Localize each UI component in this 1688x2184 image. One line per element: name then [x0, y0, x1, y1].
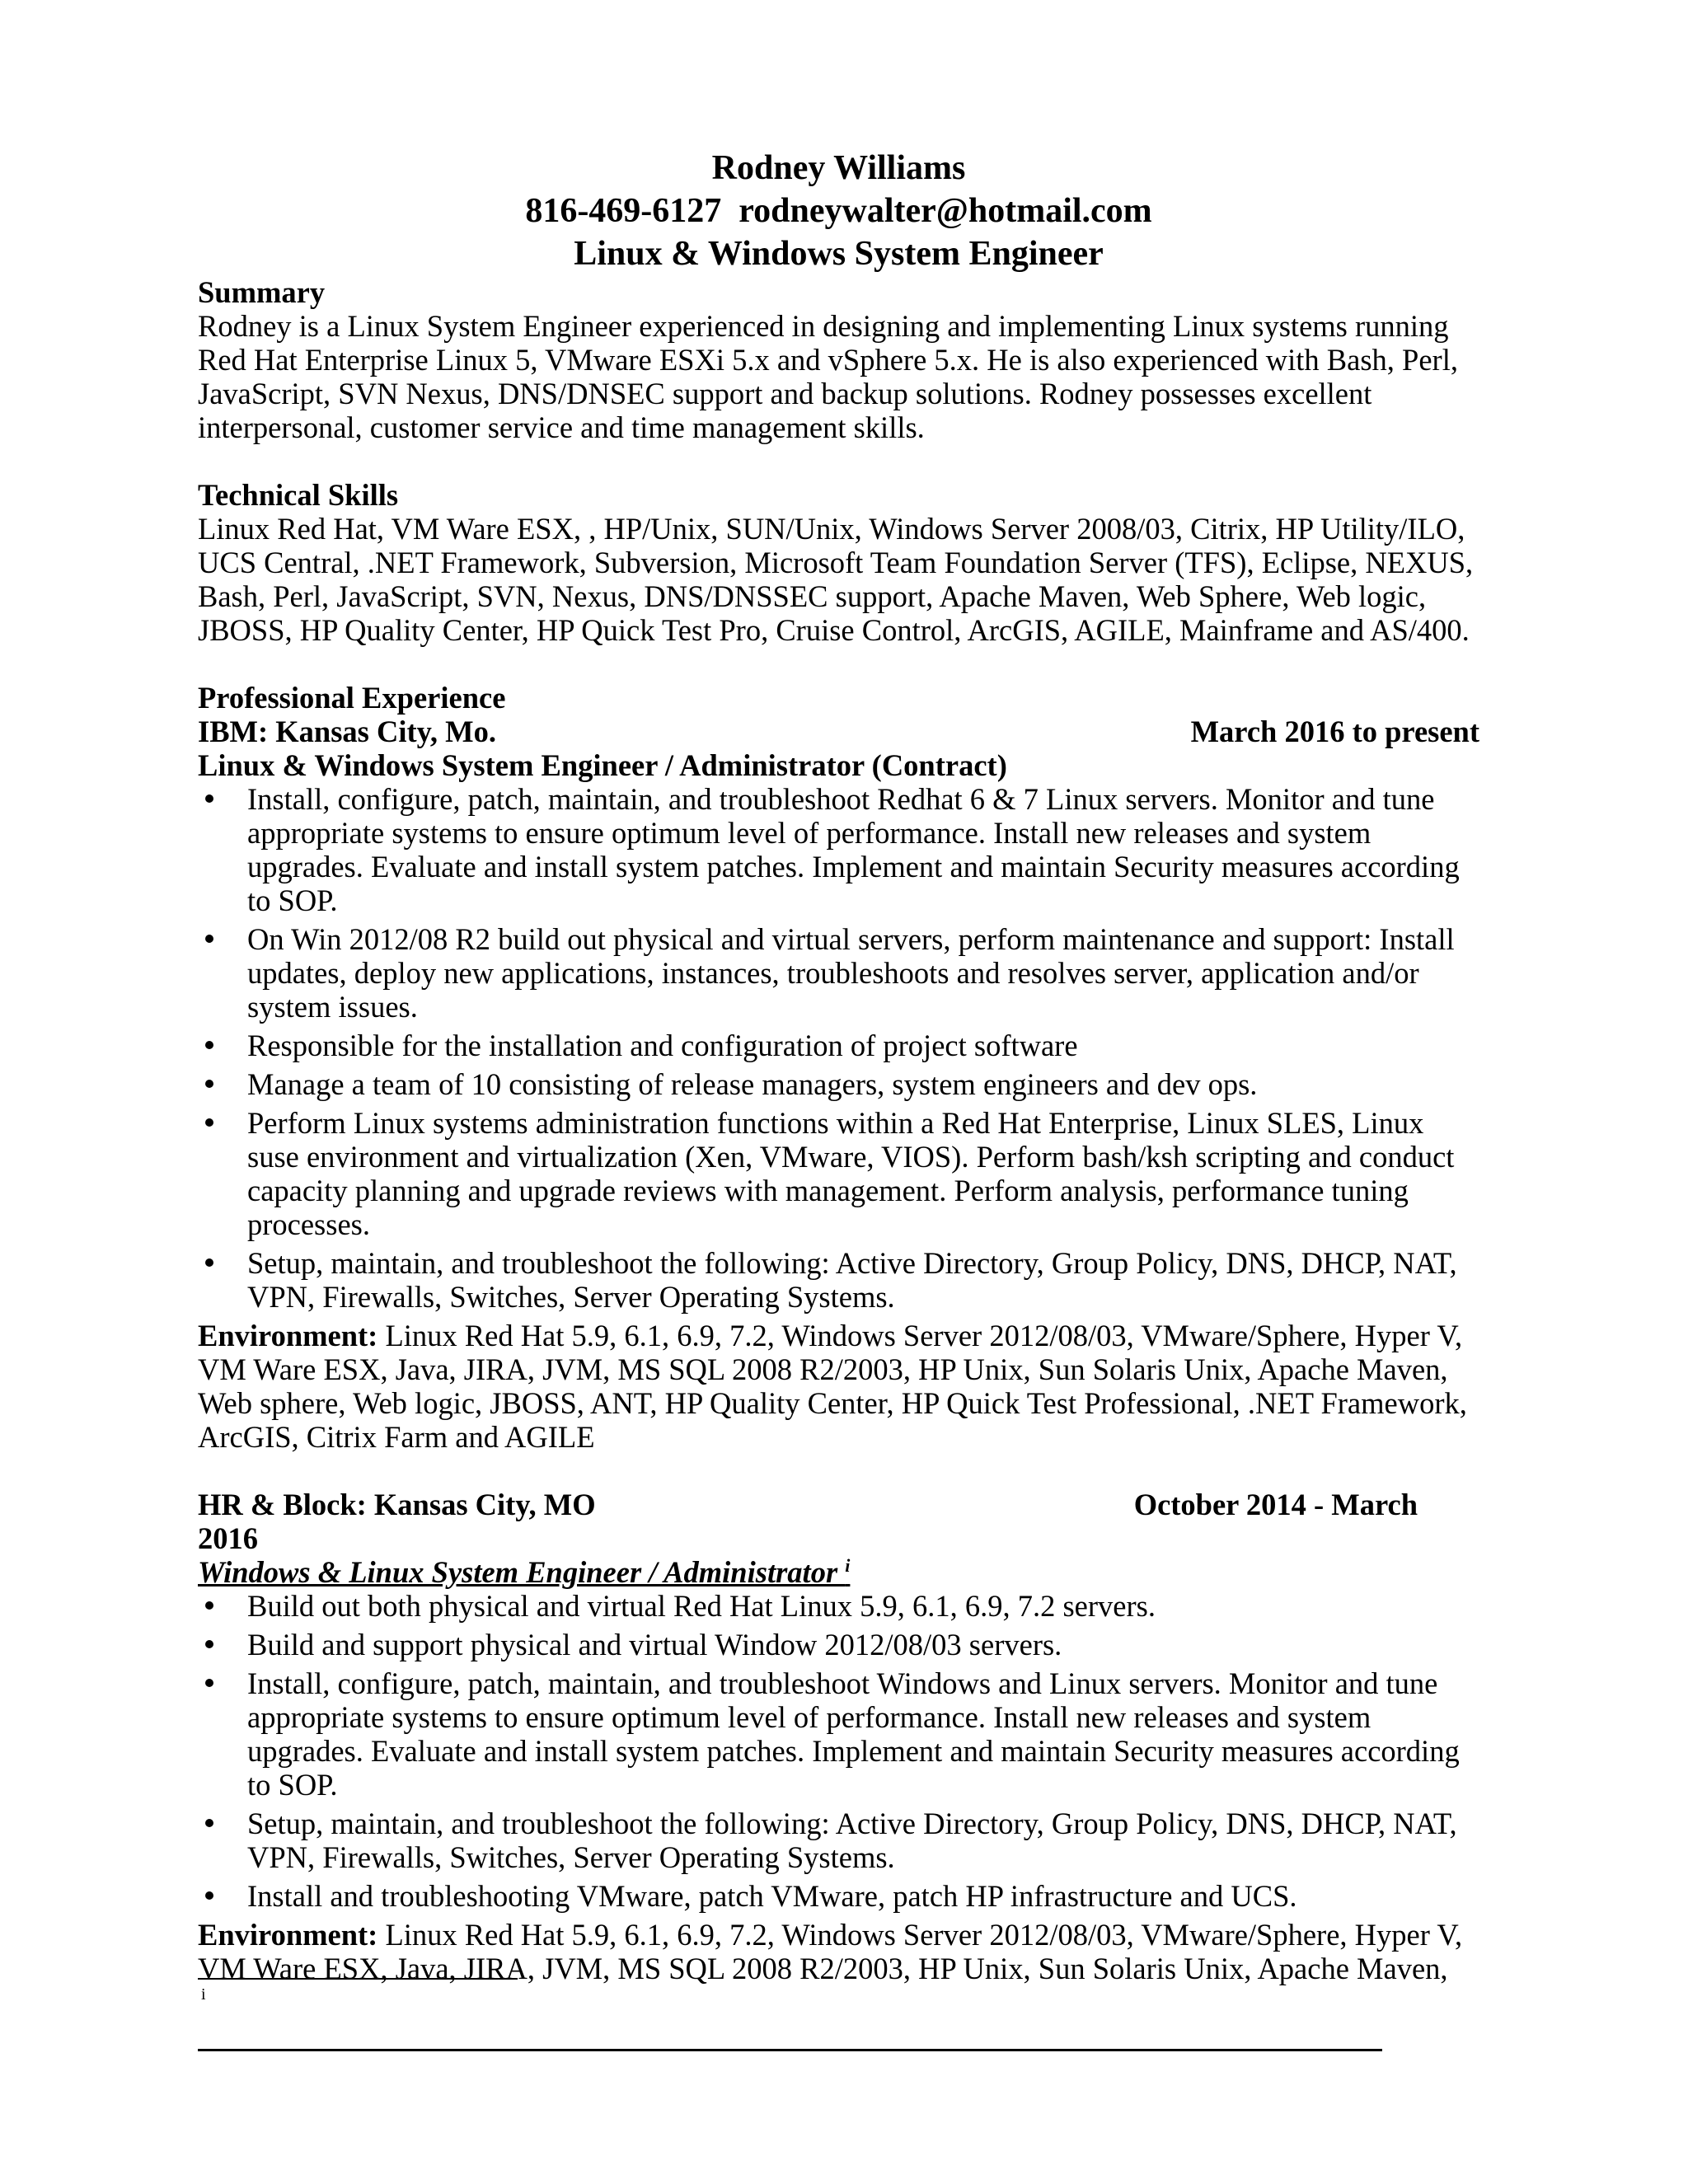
- job-header: [198, 715, 1479, 748]
- list-item: Setup, maintain, and troubleshoot the following: Active Directory, Group Policy, DNS, DHCP, NAT, VPN, Firewalls, Switches, Server Operating Systems.: [198, 1246, 1479, 1314]
- experience-heading: Professional Experience: [198, 681, 506, 715]
- list-item: Manage a team of 10 consisting of release managers, system engineers and dev ops.: [198, 1067, 1479, 1101]
- job-title: Linux & Windows System Engineer / Administrator (Contract): [198, 748, 1007, 782]
- skills-text: Linux Red Hat, VM Ware ESX, , HP/Unix, SUN/Unix, Windows Server 2008/03, Citrix, HP Utility/ILO, UCS Central, .NET Framework, Subversion, Microsoft Team Foundation Server (TFS), Eclipse, NEXUS, Bash, Perl, JavaScript, SVN, Nexus, DNS/DNSSEC support, Apache Maven, Web Sphere, Web logic, JBOSS, HP Quality Center, HP Quick Test Pro, Cruise Control, ArcGIS, AGILE, Mainframe and AS/400.: [198, 512, 1474, 647]
- footnote-marker: i: [201, 1985, 206, 2004]
- job-header: [198, 1488, 1479, 1521]
- candidate-name: Rodney Williams: [711, 149, 966, 187]
- summary-text: Rodney is a Linux System Engineer experienced in designing and implementing Linux systems running Red Hat Enterprise Linux 5, VMware ESXi 5.x and vSphere 5.x. He is also experienced with Bash, Perl, JavaScript, SVN Nexus, DNS/DNSEC support and backup solutions. Rodney possesses excellent interpersonal, customer service and time management skills.: [198, 309, 1458, 444]
- environment-label: Environment:: [198, 1319, 378, 1352]
- job-title: [198, 1555, 1479, 1589]
- summary-section: [198, 275, 1479, 444]
- professional-headline: Linux & Windows System Engineer: [574, 235, 1104, 273]
- footer-divider: [198, 2049, 1382, 2051]
- job-duties-list: [198, 1589, 1479, 1913]
- job-entry-ibm: [198, 715, 1479, 1454]
- experience-section: [198, 681, 1479, 1985]
- footnote-separator: [198, 1978, 518, 1980]
- list-item: Install, configure, patch, maintain, and troubleshoot Redhat 6 & 7 Linux servers. Monitor and tune appropriate systems to ensure optimum level of performance. Install new releases and system upgrades. Evaluate and install system patches. Implement and maintain Security measures according to SOP.: [198, 782, 1479, 917]
- list-item: Install and troubleshooting VMware, patch VMware, patch HP infrastructure and UCS.: [198, 1879, 1479, 1913]
- list-item: Build out both physical and virtual Red Hat Linux 5.9, 6.1, 6.9, 7.2 servers.: [198, 1589, 1479, 1623]
- environment-label: Environment:: [198, 1918, 378, 1952]
- list-item: Build and support physical and virtual Window 2012/08/03 servers.: [198, 1628, 1479, 1661]
- environment-text: Linux Red Hat 5.9, 6.1, 6.9, 7.2, Windows Server 2012/08/03, VMware/Sphere, Hyper V, VM Ware ESX, Java, JIRA, JVM, MS SQL 2008 R2/2003, HP Unix, Sun Solaris Unix, Apache Maven, Web sphere, Web logic, JBOSS, ANT, HP Quality Center, HP Quick Test Professional, .NET Framework, ArcGIS, Citrix Farm and AGILE: [198, 1319, 1467, 1454]
- job-title-text: Windows & Linux System Engineer / Administrator: [198, 1555, 846, 1589]
- job-environment: [198, 1319, 1479, 1454]
- list-item: Perform Linux systems administration functions within a Red Hat Enterprise, Linux SLES, Linux suse environment and virtualization (Xen, VMware, VIOS). Perform bash/ksh scripting and conduct capacity planning and upgrade reviews with management. Perform analysis, performance tuning processes.: [198, 1106, 1479, 1241]
- resume-page: [198, 147, 1479, 1985]
- job-dates: March 2016 to present: [1190, 715, 1479, 748]
- job-environment: [198, 1918, 1479, 1985]
- job-dates-continued: 2016: [198, 1521, 258, 1555]
- job-company: HR & Block: Kansas City, MO: [198, 1488, 596, 1521]
- skills-heading: Technical Skills: [198, 478, 399, 512]
- footnote-reference[interactable]: i: [845, 1554, 851, 1576]
- summary-heading: Summary: [198, 275, 326, 309]
- list-item: On Win 2012/08 R2 build out physical and virtual servers, perform maintenance and support: Install updates, deploy new applications, instances, troubleshoots and resolves server, application and/or system issues.: [198, 922, 1479, 1024]
- job-company: IBM: Kansas City, Mo.: [198, 715, 496, 748]
- list-item: Responsible for the installation and configuration of project software: [198, 1029, 1479, 1062]
- job-duties-list: [198, 782, 1479, 1314]
- job-entry-hr-block: [198, 1488, 1479, 1985]
- resume-header: [198, 147, 1479, 275]
- job-dates: October 2014 - March: [1133, 1488, 1418, 1521]
- list-item: Setup, maintain, and troubleshoot the following: Active Directory, Group Policy, DNS, DHCP, NAT, VPN, Firewalls, Switches, Server Operating Systems.: [198, 1807, 1479, 1874]
- skills-section: [198, 478, 1479, 647]
- list-item: Install, configure, patch, maintain, and troubleshoot Windows and Linux servers. Monitor and tune appropriate systems to ensure optimum level of performance. Install new releases and system upgrades. Evaluate and install system patches. Implement and maintain Security measures according to SOP.: [198, 1666, 1479, 1802]
- contact-line: 816-469-6127 rodneywalter@hotmail.com: [525, 192, 1152, 230]
- environment-text: Linux Red Hat 5.9, 6.1, 6.9, 7.2, Windows Server 2012/08/03, VMware/Sphere, Hyper V, VM Ware ESX, Java, JIRA, JVM, MS SQL 2008 R2/2003, HP Unix, Sun Solaris Unix, Apache Maven,: [198, 1918, 1463, 1985]
